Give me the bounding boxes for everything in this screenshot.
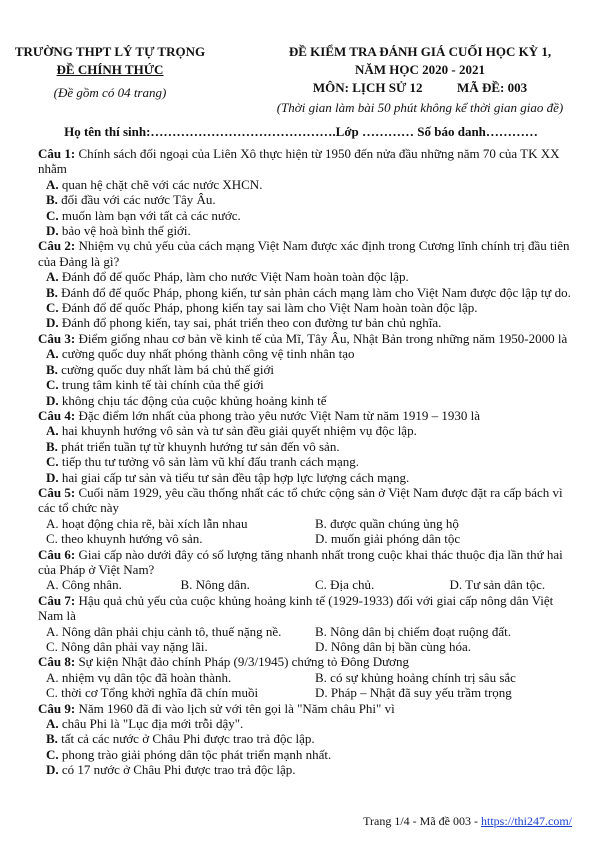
option-a	[38, 716, 576, 731]
option-letter: D.	[315, 685, 328, 701]
subject: MÔN: LỊCH SỬ 12	[312, 80, 423, 95]
option-letter: D.	[46, 469, 59, 485]
option-b	[38, 439, 576, 454]
option-letter: C.	[46, 454, 59, 470]
question-8	[38, 654, 576, 669]
page-footer	[363, 814, 572, 829]
school-year: NĂM HỌC 2020 - 2021	[355, 62, 485, 77]
option-letter: D.	[315, 531, 328, 547]
question-text: Chính sách đối ngoại của Liên Xô thực hiện từ 1950 đến nửa đầu những năm 70 của TK XX nhằm	[38, 146, 560, 177]
option-letter: C.	[46, 207, 59, 223]
option-a	[38, 624, 307, 639]
option-text: cường quốc duy nhất phóng thành công vệ tinh nhân tạo	[61, 346, 355, 362]
option-letter: A.	[46, 423, 59, 439]
question-label: Câu 5:	[38, 484, 76, 500]
option-c	[38, 208, 576, 223]
option-a	[38, 516, 307, 531]
option-letter: A.	[46, 269, 59, 285]
option-row	[38, 577, 576, 592]
option-text: Đánh đổ đế quốc Pháp, làm cho nước Việt Nam hoàn toàn độc lập.	[61, 269, 409, 285]
option-row	[38, 639, 576, 654]
option-b	[38, 362, 576, 377]
option-text: có 17 nước ở Châu Phi được trao trả độc lập.	[61, 762, 296, 778]
option-text: Nông dân bị bần cùng hóa.	[330, 639, 471, 654]
option-text: Địa chủ.	[330, 577, 375, 593]
option-c	[38, 531, 307, 546]
question-text: Đặc điểm lớn nhất của phong trào yêu nước Việt Nam từ năm 1919 – 1930 là	[75, 407, 481, 423]
question-text: Năm 1960 đã đi vào lịch sử với tên gọi là "Năm châu Phi" vì	[75, 700, 395, 716]
option-text: thời cơ Tổng khởi nghĩa đã chín muồi	[61, 685, 259, 701]
option-letter: B.	[46, 731, 58, 747]
exam-code: MÃ ĐỀ: 003	[457, 80, 528, 95]
option-letter: D.	[46, 223, 59, 239]
option-text: trung tâm kinh tế tài chính của thế giới	[61, 377, 264, 393]
option-letter: C.	[46, 685, 58, 701]
option-d	[307, 685, 576, 700]
option-text: phát triển tuần tự từ khuynh hướng tư sản đến vô sản.	[61, 438, 340, 454]
question-list	[38, 146, 576, 778]
question-7	[38, 593, 576, 624]
option-text: Đánh đổ đế quốc Pháp, phong kiến, tư sản phản cách mạng làm cho Việt Nam được độc lập tự do.	[61, 284, 571, 300]
option-text: Nông dân phải chịu cảnh tô, thuế nặng nề.	[61, 623, 282, 639]
option-d	[442, 577, 577, 592]
option-text: phong trào giải phóng dân tộc phát triển mạnh nhất.	[61, 746, 332, 762]
option-text: Tư sản dân tộc.	[465, 577, 546, 593]
option-letter: C.	[46, 300, 59, 316]
option-b	[38, 731, 576, 746]
option-text: Pháp – Nhật đã suy yếu trầm trọng	[330, 685, 512, 701]
option-row	[38, 670, 576, 685]
option-a	[38, 577, 173, 592]
option-letter: B.	[180, 577, 193, 593]
option-d	[38, 393, 576, 408]
option-text: Nông dân.	[195, 577, 250, 593]
footer-page-info: Trang 1/4 - Mã đề 003 -	[363, 814, 481, 828]
option-text: quan hệ chặt chẽ với các nước XHCN.	[61, 176, 263, 192]
exam-title: ĐỀ KIỂM TRA ĐÁNH GIÁ CUỐI HỌC KỲ 1,	[288, 44, 552, 59]
question-text: Điểm giống nhau cơ bản về kinh tế của Mĩ, Tây Âu, Nhật Bản trong những năm 1950-2000 là	[75, 330, 568, 346]
option-text: muốn làm bạn với tất cả các nước.	[61, 207, 241, 223]
question-2	[38, 238, 576, 269]
question-label: Câu 2:	[38, 238, 76, 254]
option-letter: A.	[46, 669, 59, 685]
student-info-line: Họ tên thí sinh:…………………………………….Lớp ………… Số báo danh…………	[64, 124, 538, 139]
official-label: ĐỀ CHÍNH THỨC	[56, 62, 164, 77]
question-label: Câu 8:	[38, 654, 76, 670]
option-letter: D.	[46, 392, 59, 408]
option-text: theo khuynh hướng vô sản.	[61, 531, 203, 547]
option-letter: D.	[46, 315, 59, 331]
question-1	[38, 146, 576, 177]
option-text: tiếp thu tư tưởng vô sản làm vũ khí đấu tranh cách mạng.	[61, 454, 360, 470]
option-letter: A.	[46, 176, 59, 192]
option-a	[38, 346, 576, 361]
option-text: châu Phi là "Lục địa mới trỗi dậy".	[61, 716, 244, 732]
option-text: không chịu tác động của cuộc khủng hoảng kinh tế	[61, 392, 327, 408]
option-c	[38, 300, 576, 315]
time-note: (Thời gian làm bài 50 phút không kể thời gian giao đề)	[276, 100, 564, 115]
option-letter: D.	[46, 762, 59, 778]
option-d	[38, 762, 576, 777]
question-label: Câu 6:	[38, 546, 76, 562]
option-letter: C.	[46, 639, 58, 654]
option-row	[38, 531, 576, 546]
option-text: hai khuynh hướng vô sản và tư sản đều giải quyết nhiệm vụ độc lập.	[61, 423, 417, 439]
option-letter: B.	[315, 669, 327, 685]
option-b	[173, 577, 308, 592]
option-c	[307, 577, 442, 592]
option-letter: B.	[315, 623, 327, 639]
exam-header	[0, 40, 602, 120]
option-text: muốn giải phóng dân tộc	[330, 531, 461, 547]
option-c	[38, 685, 307, 700]
option-b	[307, 624, 576, 639]
option-letter: C.	[46, 531, 58, 547]
option-text: nhiệm vụ dân tộc đã hoàn thành.	[61, 669, 232, 685]
option-d	[307, 531, 576, 546]
option-letter: A.	[46, 623, 59, 639]
option-text: hai giai cấp tư sản và tiểu tư sản đều tập hợp lực lượng cách mạng.	[61, 469, 410, 485]
option-d	[38, 315, 576, 330]
option-letter: B.	[315, 515, 327, 531]
option-text: hoạt động chia rẽ, bài xích lẫn nhau	[61, 515, 248, 531]
option-text: Đánh đổ phong kiến, tay sai, phát triển theo con đường tư bản chủ nghĩa.	[61, 315, 442, 331]
option-c	[38, 454, 576, 469]
option-b	[38, 192, 576, 207]
option-c	[38, 639, 307, 654]
option-a	[38, 423, 576, 438]
option-row	[38, 516, 576, 531]
question-text: Sự kiện Nhật đảo chính Pháp (9/3/1945) chứng tỏ Đông Dương	[75, 654, 410, 670]
option-letter: B.	[46, 361, 58, 377]
option-d	[38, 470, 576, 485]
option-letter: C.	[315, 577, 327, 593]
question-text: Giai cấp nào dưới đây có số lượng tăng nhanh nhất trong cuộc khai thác thuộc địa lần thứ hai của Pháp ở Việt Nam?	[38, 546, 563, 577]
pages-note: (Đề gồm có 04 trang)	[53, 85, 167, 100]
question-text: Nhiệm vụ chủ yếu của cách mạng Việt Nam được xác định trong Cương lĩnh chính trị đầu tiên của Đảng là gì?	[38, 238, 570, 269]
option-text: Đánh đổ đế quốc Pháp, phong kiến tay sai làm cho Việt Nam hoàn toàn độc lập.	[61, 300, 478, 316]
question-label: Câu 7:	[38, 592, 76, 608]
option-row	[38, 624, 576, 639]
question-label: Câu 4:	[38, 407, 76, 423]
option-text: có sự khủng hoảng chính trị sâu sắc	[330, 669, 516, 685]
option-letter: A.	[46, 346, 59, 362]
option-text: được quần chúng ủng hộ	[330, 515, 459, 531]
option-b	[307, 670, 576, 685]
option-letter: C.	[46, 746, 59, 762]
option-d	[38, 223, 576, 238]
option-row	[38, 685, 576, 700]
question-text: Hậu quả chủ yếu của cuộc khủng hoảng kinh tế (1929-1933) đối với giai cấp nông dân Việt Nam là	[38, 592, 554, 624]
option-text: Nông dân bị chiếm đoạt ruộng đất.	[330, 623, 512, 639]
question-label: Câu 9:	[38, 700, 76, 716]
option-text: đối đầu với các nước Tây Âu.	[61, 192, 216, 208]
option-letter: D.	[315, 639, 328, 654]
option-letter: B.	[46, 192, 58, 208]
question-6	[38, 547, 576, 578]
question-label: Câu 1:	[38, 146, 76, 161]
subject-line	[250, 80, 590, 96]
option-letter: B.	[46, 284, 58, 300]
question-3	[38, 331, 576, 346]
option-letter: C.	[46, 377, 59, 393]
option-d	[307, 639, 576, 654]
option-b	[307, 516, 576, 531]
question-text: Cuối năm 1929, yêu cầu thống nhất các tổ chức cộng sản ở Việt Nam được đặt ra cấp bách vì các tổ chức này	[38, 484, 563, 516]
option-text: bảo vệ hoà bình thế giới.	[61, 223, 191, 239]
question-4	[38, 408, 576, 423]
option-text: Nông dân phải vay nặng lãi.	[61, 639, 208, 654]
option-letter: A.	[46, 577, 59, 593]
option-b	[38, 285, 576, 300]
option-letter: D.	[449, 577, 463, 593]
option-a	[38, 269, 576, 284]
option-a	[38, 177, 576, 192]
option-letter: A.	[46, 515, 59, 531]
footer-link[interactable]: https://thi247.com/	[480, 814, 572, 828]
option-a	[38, 670, 307, 685]
option-text: Công nhân.	[61, 577, 122, 593]
option-c	[38, 747, 576, 762]
option-text: cường quốc duy nhất làm bá chủ thế giới	[61, 361, 275, 377]
question-label: Câu 3:	[38, 330, 76, 346]
option-letter: A.	[46, 716, 59, 732]
option-text: tất cả các nước ở Châu Phi được trao trả độc lập.	[61, 731, 315, 747]
school-name: TRƯỜNG THPT LÝ TỰ TRỌNG	[14, 44, 206, 59]
question-5	[38, 485, 576, 516]
question-9	[38, 701, 576, 716]
option-c	[38, 377, 576, 392]
option-letter: B.	[46, 438, 58, 454]
